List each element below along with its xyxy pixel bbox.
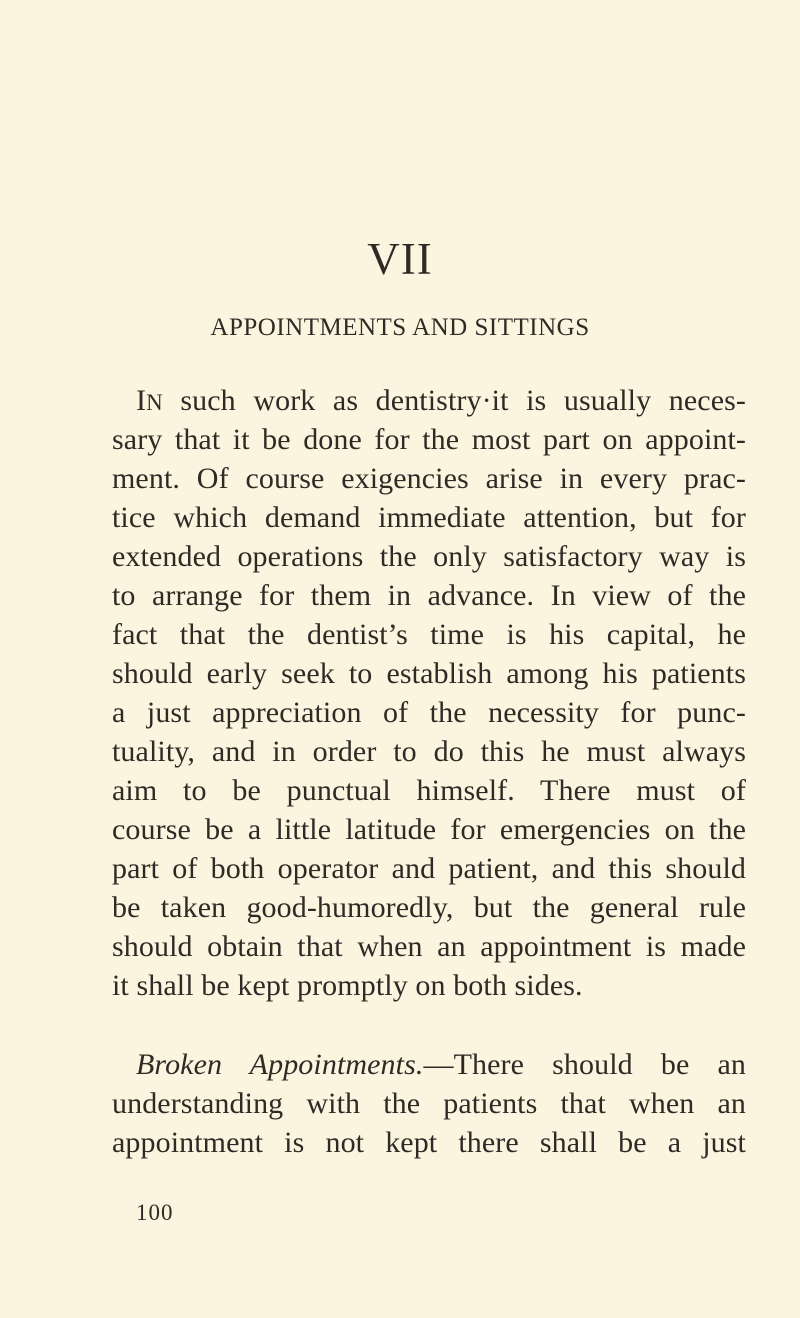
paragraph-1-line-15: should obtain that when an appointment is made [112,930,746,963]
paragraph-1-line-14: be taken good-humoredly, but the general rule [112,891,746,924]
paragraph-1-line-1-rest: such work as dentistry·it is usually neces- [180,384,746,417]
paragraph-1-line-12: course be a little latitude for emergencies on the [112,813,746,846]
paragraph-1-line-5: extended operations the only satisfactory way is [112,540,746,573]
paragraph-1-line-11: aim to be punctual himself. There must of [112,774,746,807]
paragraph-2-line-1 [136,1050,746,1080]
paragraph-1-line-16: it shall be kept promptly on both sides. [112,969,583,1002]
paragraph-1-line-4: tice which demand immediate attention, but for [112,501,746,534]
paragraph-1-line-10: tuality, and in order to do this he must always [112,735,746,768]
paragraph-1-line-1 [136,386,746,416]
first-word-small-caps [136,384,180,417]
paragraph-1-line-2: sary that it be done for the most part on appoint- [112,423,746,456]
first-word-rest: N [146,390,163,415]
broken-appointments-heading: Broken Appointments. [136,1048,424,1081]
paragraph-2-line-2: understanding with the patients that when an [112,1087,746,1120]
paragraph-1-line-13: part of both operator and patient, and this should [112,852,746,885]
paragraph-2-line-3: appointment is not kept there shall be a just [112,1126,746,1159]
paragraph-1-line-3: ment. Of course exigencies arise in every prac- [112,462,746,495]
paragraph-1-line-9: a just appreciation of the necessity for punc- [112,696,746,729]
paragraph-1-line-6: to arrange for them in advance. In view of the [112,579,746,612]
first-word-initial: I [136,384,147,417]
chapter-title: APPOINTMENTS AND SITTINGS [210,314,590,341]
page-number: 100 [136,1200,174,1225]
chapter-number: VII [367,234,433,284]
paragraph-1-line-8: should early seek to establish among his patients [112,657,746,690]
paragraph-1-line-7: fact that the dentist’s time is his capital, he [112,618,746,651]
paragraph-2-line-1-rest: —There should be an [423,1048,746,1081]
